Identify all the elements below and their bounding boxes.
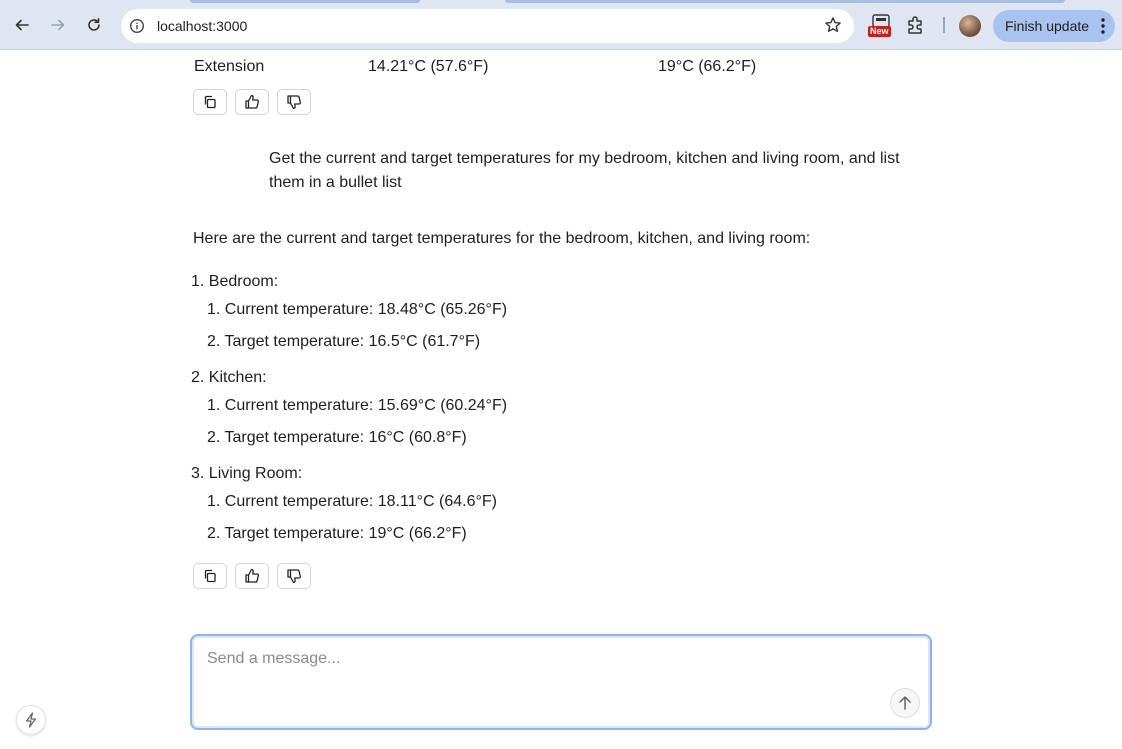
list-number: 2. bbox=[207, 429, 221, 446]
assistant-intro: Here are the current and target temperatures for the bedroom, kitchen, and living room: bbox=[193, 230, 811, 247]
temperature-text: Target temperature: 19°C (66.2°F) bbox=[224, 525, 467, 542]
list-number: 3. bbox=[191, 465, 205, 482]
address-bar[interactable] bbox=[121, 9, 854, 43]
temperature-text: Target temperature: 16°C (60.8°F) bbox=[224, 429, 467, 446]
copy-icon bbox=[203, 569, 217, 583]
message-input[interactable] bbox=[190, 634, 932, 730]
thumbs-up-icon bbox=[244, 568, 260, 584]
list-number: 2. bbox=[207, 525, 221, 542]
message-input-placeholder[interactable]: Send a message... bbox=[207, 650, 341, 667]
copy-button[interactable] bbox=[193, 563, 227, 589]
new-badge: New bbox=[870, 26, 889, 36]
message-actions bbox=[193, 563, 311, 589]
copy-icon bbox=[203, 95, 217, 109]
table-cell-target: 19°C (66.2°F) bbox=[658, 58, 757, 75]
finish-update-button[interactable] bbox=[993, 10, 1115, 42]
list-number: 1. bbox=[207, 301, 221, 318]
thumbs-up-icon bbox=[244, 94, 260, 110]
bookmark-star-icon[interactable] bbox=[824, 16, 842, 39]
room-name: Kitchen: bbox=[208, 369, 267, 386]
bolt-icon bbox=[24, 712, 38, 728]
site-info-icon[interactable] bbox=[125, 14, 149, 38]
list-item bbox=[207, 426, 467, 450]
thumbs-down-button[interactable] bbox=[277, 89, 311, 115]
list-item bbox=[207, 298, 507, 322]
profile-avatar[interactable] bbox=[959, 15, 981, 37]
list-number: 2. bbox=[207, 333, 221, 350]
toolbar-divider bbox=[943, 17, 945, 33]
list-item bbox=[207, 394, 507, 418]
table-cell-label: Extension bbox=[194, 58, 265, 75]
thumbs-down-icon bbox=[286, 94, 302, 110]
forward-icon[interactable] bbox=[46, 13, 70, 37]
thumbs-up-button[interactable] bbox=[235, 563, 269, 589]
finish-update-label: Finish update bbox=[1005, 18, 1090, 34]
thumbs-down-button[interactable] bbox=[277, 563, 311, 589]
temperature-text: Current temperature: 18.48°C (65.26°F) bbox=[224, 301, 508, 318]
bolt-button[interactable] bbox=[16, 705, 46, 735]
list-item bbox=[207, 490, 497, 514]
arrow-up-icon bbox=[898, 695, 912, 711]
list-number: 1. bbox=[207, 397, 221, 414]
table-cell-current: 14.21°C (57.6°F) bbox=[368, 58, 489, 75]
list-number: 2. bbox=[191, 369, 205, 386]
user-message: Get the current and target temperatures for my bedroom, kitchen and living room, and list them in a bullet list bbox=[269, 150, 900, 191]
send-button[interactable] bbox=[890, 688, 920, 718]
list-item bbox=[207, 330, 480, 354]
message-actions bbox=[193, 89, 311, 115]
more-vert-icon[interactable] bbox=[1101, 18, 1105, 37]
extensions-puzzle-icon[interactable] bbox=[905, 14, 927, 41]
url-text[interactable]: localhost:3000 bbox=[157, 18, 248, 34]
extension-new-icon[interactable] bbox=[868, 14, 892, 40]
list-number: 1. bbox=[191, 273, 205, 290]
reload-icon[interactable] bbox=[82, 13, 106, 37]
tab-indicator bbox=[505, 0, 1065, 3]
list-item bbox=[207, 522, 467, 546]
tab-indicator bbox=[190, 0, 420, 3]
room-name: Living Room: bbox=[208, 465, 303, 482]
back-icon[interactable] bbox=[10, 13, 34, 37]
list-number: 1. bbox=[207, 493, 221, 510]
list-item bbox=[191, 366, 267, 390]
temperature-text: Current temperature: 18.11°C (64.6°F) bbox=[224, 493, 497, 510]
thumbs-up-button[interactable] bbox=[235, 89, 269, 115]
list-item bbox=[191, 270, 278, 294]
thumbs-down-icon bbox=[286, 568, 302, 584]
room-name: Bedroom: bbox=[208, 273, 279, 290]
temperature-text: Current temperature: 15.69°C (60.24°F) bbox=[224, 397, 508, 414]
list-item bbox=[191, 462, 302, 486]
copy-button[interactable] bbox=[193, 89, 227, 115]
temperature-text: Target temperature: 16.5°C (61.7°F) bbox=[224, 333, 481, 350]
browser-toolbar bbox=[0, 0, 1122, 50]
